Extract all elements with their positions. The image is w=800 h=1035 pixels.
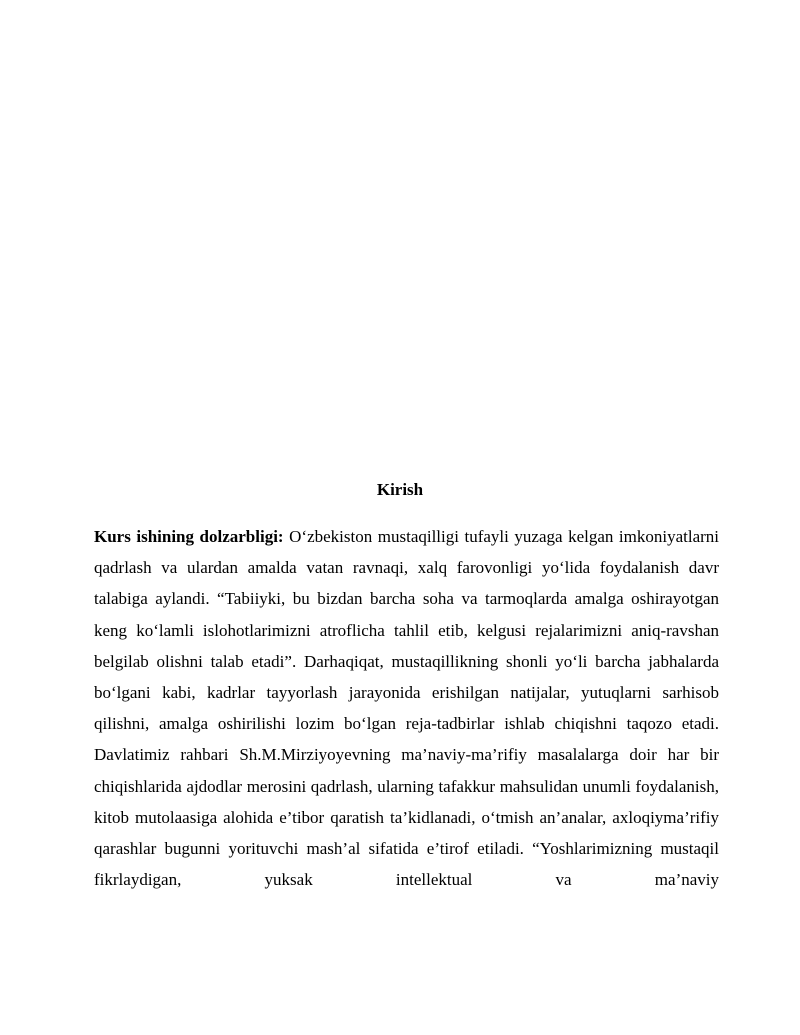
section-heading: Kirish xyxy=(376,480,424,499)
body-paragraph xyxy=(94,521,719,895)
paragraph-text: O‘zbekiston mustaqilligi tufayli yuzaga kelgan imkoniyatlarni qadrlash va ulardan amalda vatan ravnaqi, xalq farovonligi yo‘lida foydalanish davr talabiga aylandi. “Tabiiyki, bu bizdan barcha soha va tarmoqlarda amalga oshirayotgan keng ko‘lamli islohotlarimizni atroflicha tahlil etib, kelgusi rejalarimizni aniq-ravshan belgilab olishni talab etadi”. Darhaqiqat, mustaqillikning shonli yo‘li barcha jabhalarda bo‘lgani kabi, kadrlar tayyorlash jarayonida erishilgan natijalar, yutuqlarni sarhisob qilishni, amalga oshirilishi lozim bo‘lgan reja-tadbirlar ishlab chiqishni taqozo etadi. Davlatimiz rahbari Sh.M.Mirziyoyevning ma’naviy-ma’rifiy masalalarga doir har bir chiqishlarida ajdodlar merosini qadrlash, ularning tafakkur mahsulidan unumli foydalanish, kitob mutolaasiga alohida e’tibor qaratish ta’kidlanadi, o‘tmish an’analar, axloqiyma’rifiy qarashlar bugunni yorituvchi mash’al sifatida e’tirof etiladi. “Yoshlarimizning mustaqil fikrlaydigan, yuksak intellektual va ma’naviy xyxy=(94,527,720,890)
lead-label: Kurs ishining dolzarbligi: xyxy=(94,527,284,546)
